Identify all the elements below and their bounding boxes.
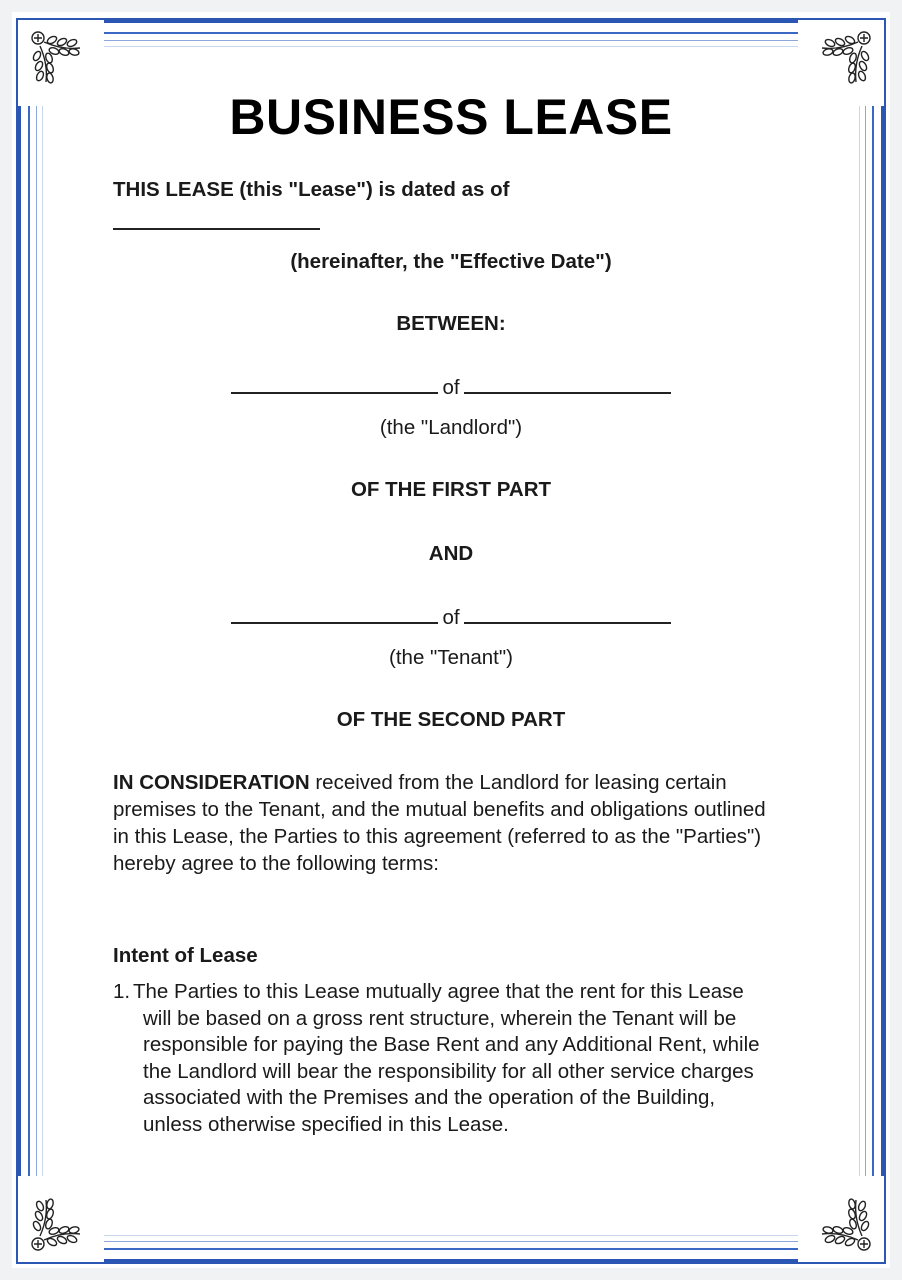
document-body bbox=[12, 12, 890, 1268]
of-word: of bbox=[442, 606, 460, 629]
clause-1 bbox=[113, 979, 773, 1138]
first-part-label: OF THE FIRST PART bbox=[350, 478, 552, 501]
lease-page bbox=[12, 12, 890, 1268]
effective-date-label: (hereinafter, the "Effective Date") bbox=[290, 250, 612, 273]
landlord-row bbox=[12, 376, 890, 400]
tenant-name-blank bbox=[231, 622, 438, 624]
landlord-label: (the "Landlord") bbox=[379, 416, 523, 439]
clause-text: The Parties to this Lease mutually agree that the rent for this Lease will be based on a gross rent structure, wherein the Tenant will be responsible for paying the Base Rent and any Additional Rent, while the Landlord will bear the responsibility for all other service charges associated with the Premises and the operation of the Building, unless otherwise specified in this Lease. bbox=[133, 980, 760, 1136]
and-label: AND bbox=[428, 542, 474, 565]
consideration-lead: IN CONSIDERATION bbox=[113, 771, 310, 794]
of-word: of bbox=[442, 376, 460, 399]
tenant-address-blank bbox=[464, 622, 671, 624]
landlord-name-blank bbox=[231, 392, 438, 394]
clause-number: 1. bbox=[113, 980, 131, 1003]
consideration-paragraph bbox=[113, 769, 773, 877]
consideration-text: received from the Landlord for leasing certain premises to the Tenant, and the mutual benefits and obligations outlined in this Lease, the Parties to this agreement (referred to as the "Parties") hereby agree to the following terms: bbox=[113, 771, 766, 875]
date-blank-line bbox=[113, 228, 320, 230]
second-part-label: OF THE SECOND PART bbox=[336, 708, 566, 731]
section-heading: Intent of Lease bbox=[113, 944, 258, 967]
tenant-row bbox=[12, 606, 890, 630]
document-title: BUSINESS LEASE bbox=[229, 89, 673, 145]
tenant-label: (the "Tenant") bbox=[389, 646, 513, 669]
between-label: BETWEEN: bbox=[396, 312, 506, 335]
landlord-address-blank bbox=[464, 392, 671, 394]
dated-label: THIS LEASE (this "Lease") is dated as of bbox=[113, 178, 510, 201]
